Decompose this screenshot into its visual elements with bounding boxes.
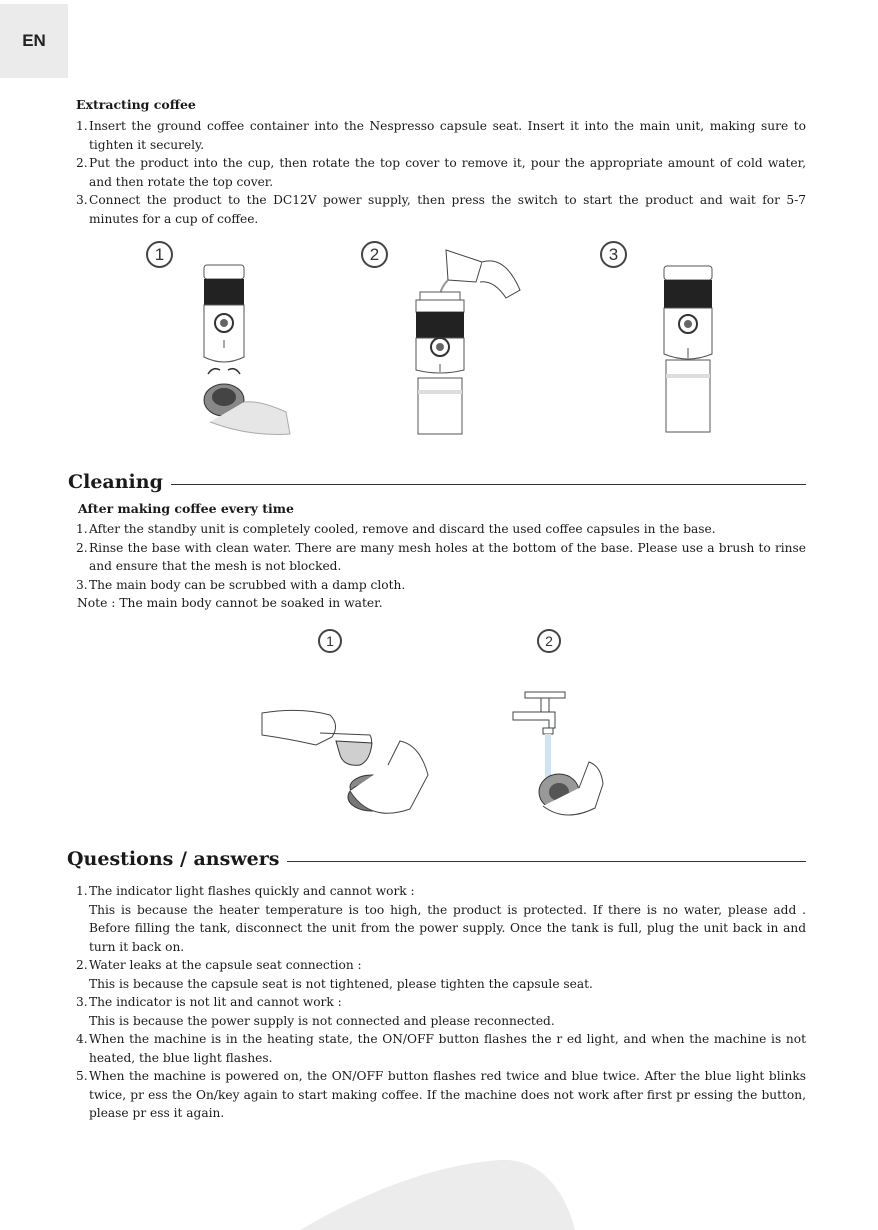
figure-number-badge: 2 (361, 241, 388, 268)
section-title-text: Cleaning (68, 471, 163, 493)
list-item: 3. The main body can be scrubbed with a damp cloth. (76, 577, 406, 592)
cleaning-section-title (68, 470, 806, 494)
list-item: 2. Water leaks at the capsule seat connection : This is because the capsule seat is not tightened, please tighten the capsule seat. (76, 956, 806, 993)
cleaning-steps (76, 520, 806, 594)
list-item: 5. When the machine is powered on, the ON/OFF button flashes red twice and blue twice. After the blue light blinks twice, pr ess the On/key again to start making coffee. If the machine does not work after first pr essing the button, please pr ess it again. (76, 1069, 806, 1120)
list-item: 3. Connect the product to the DC12V power supply, then press the switch to start the product and wait for 5-7 minutes for a cup of coffee. (76, 193, 806, 226)
list-item: 3. The indicator is not lit and cannot work : This is because the power supply is not connected and please reconnected. (76, 993, 806, 1030)
cleaning-subheading: After making coffee every time (78, 501, 294, 516)
answer: This is because the heater temperature is too high, the product is protected. If there is no water, please add . Before filling the tank, disconnect the unit from the power supply. Once the tank is full, plug the unit back in and turn it back on. (89, 902, 806, 954)
list-item: 2. Rinse the base with clean water. There are many mesh holes at the bottom of the base. Please use a brush to rinse and ensure that the mesh is not blocked. (76, 540, 806, 573)
list-item: 1. The indicator light flashes quickly and cannot work : This is because the heater temperature is too high, the product is protected. If there is no water, please add . Before filling the tank, disconnect the unit from the power supply. Once the tank is full, plug the unit back in and turn it back on. (76, 882, 806, 956)
section-title-text: Questions / answers (67, 848, 280, 870)
illustration-rinse-base (505, 688, 615, 823)
figure-number-badge: 1 (318, 629, 342, 653)
list-item: 1. Insert the ground coffee container into the Nespresso capsule seat. Insert it into the main unit, making sure to tighten it securely. (76, 119, 806, 152)
language-tab: EN (0, 4, 68, 78)
list-item: 1. After the standby unit is completely cooled, remove and discard the used coffee capsules in the base. (76, 522, 716, 536)
figure-number-badge: 2 (537, 629, 561, 653)
figure-number-badge: 1 (146, 241, 173, 268)
list-item: 4. When the machine is in the heating state, the ON/OFF button flashes the r ed light, and when the machine is not heated, the blue light flashes. (76, 1032, 806, 1065)
illustration-pour-water (410, 240, 525, 440)
extracting-heading: Extracting coffee (76, 97, 196, 112)
section-divider (171, 484, 806, 485)
question: When the machine is powered on, the ON/OFF button flashes red twice and blue twice. After the blue light blinks twice, pr ess the On/key again to start making coffee. If the machine does not work after first pr essing the button, please pr ess it again. (89, 1069, 806, 1120)
question: When the machine is in the heating state, the ON/OFF button flashes the r ed light, and when the machine is not heated, the blue light flashes. (89, 1032, 806, 1065)
question: The indicator is not lit and cannot work : (89, 995, 342, 1009)
figure-number-badge: 3 (600, 241, 627, 268)
question: Water leaks at the capsule seat connection : (89, 958, 362, 972)
extracting-steps (76, 117, 806, 228)
qa-section-title (67, 847, 806, 871)
cleaning-note: Note : The main body cannot be soaked in water. (77, 596, 383, 610)
illustration-assembled-machine (660, 264, 720, 436)
question: The indicator light flashes quickly and cannot work : (89, 884, 415, 898)
list-item: 2. Put the product into the cup, then rotate the top cover to remove it, pour the appropriate amount of cold water, and then rotate the top cover. (76, 156, 806, 189)
illustration-insert-container (190, 262, 300, 442)
answer: This is because the capsule seat is not tightened, please tighten the capsule seat. (89, 976, 593, 991)
illustration-remove-capsule (260, 705, 430, 825)
qa-list (76, 882, 806, 1123)
section-divider (287, 861, 806, 862)
answer: This is because the power supply is not connected and please reconnected. (89, 1013, 555, 1028)
